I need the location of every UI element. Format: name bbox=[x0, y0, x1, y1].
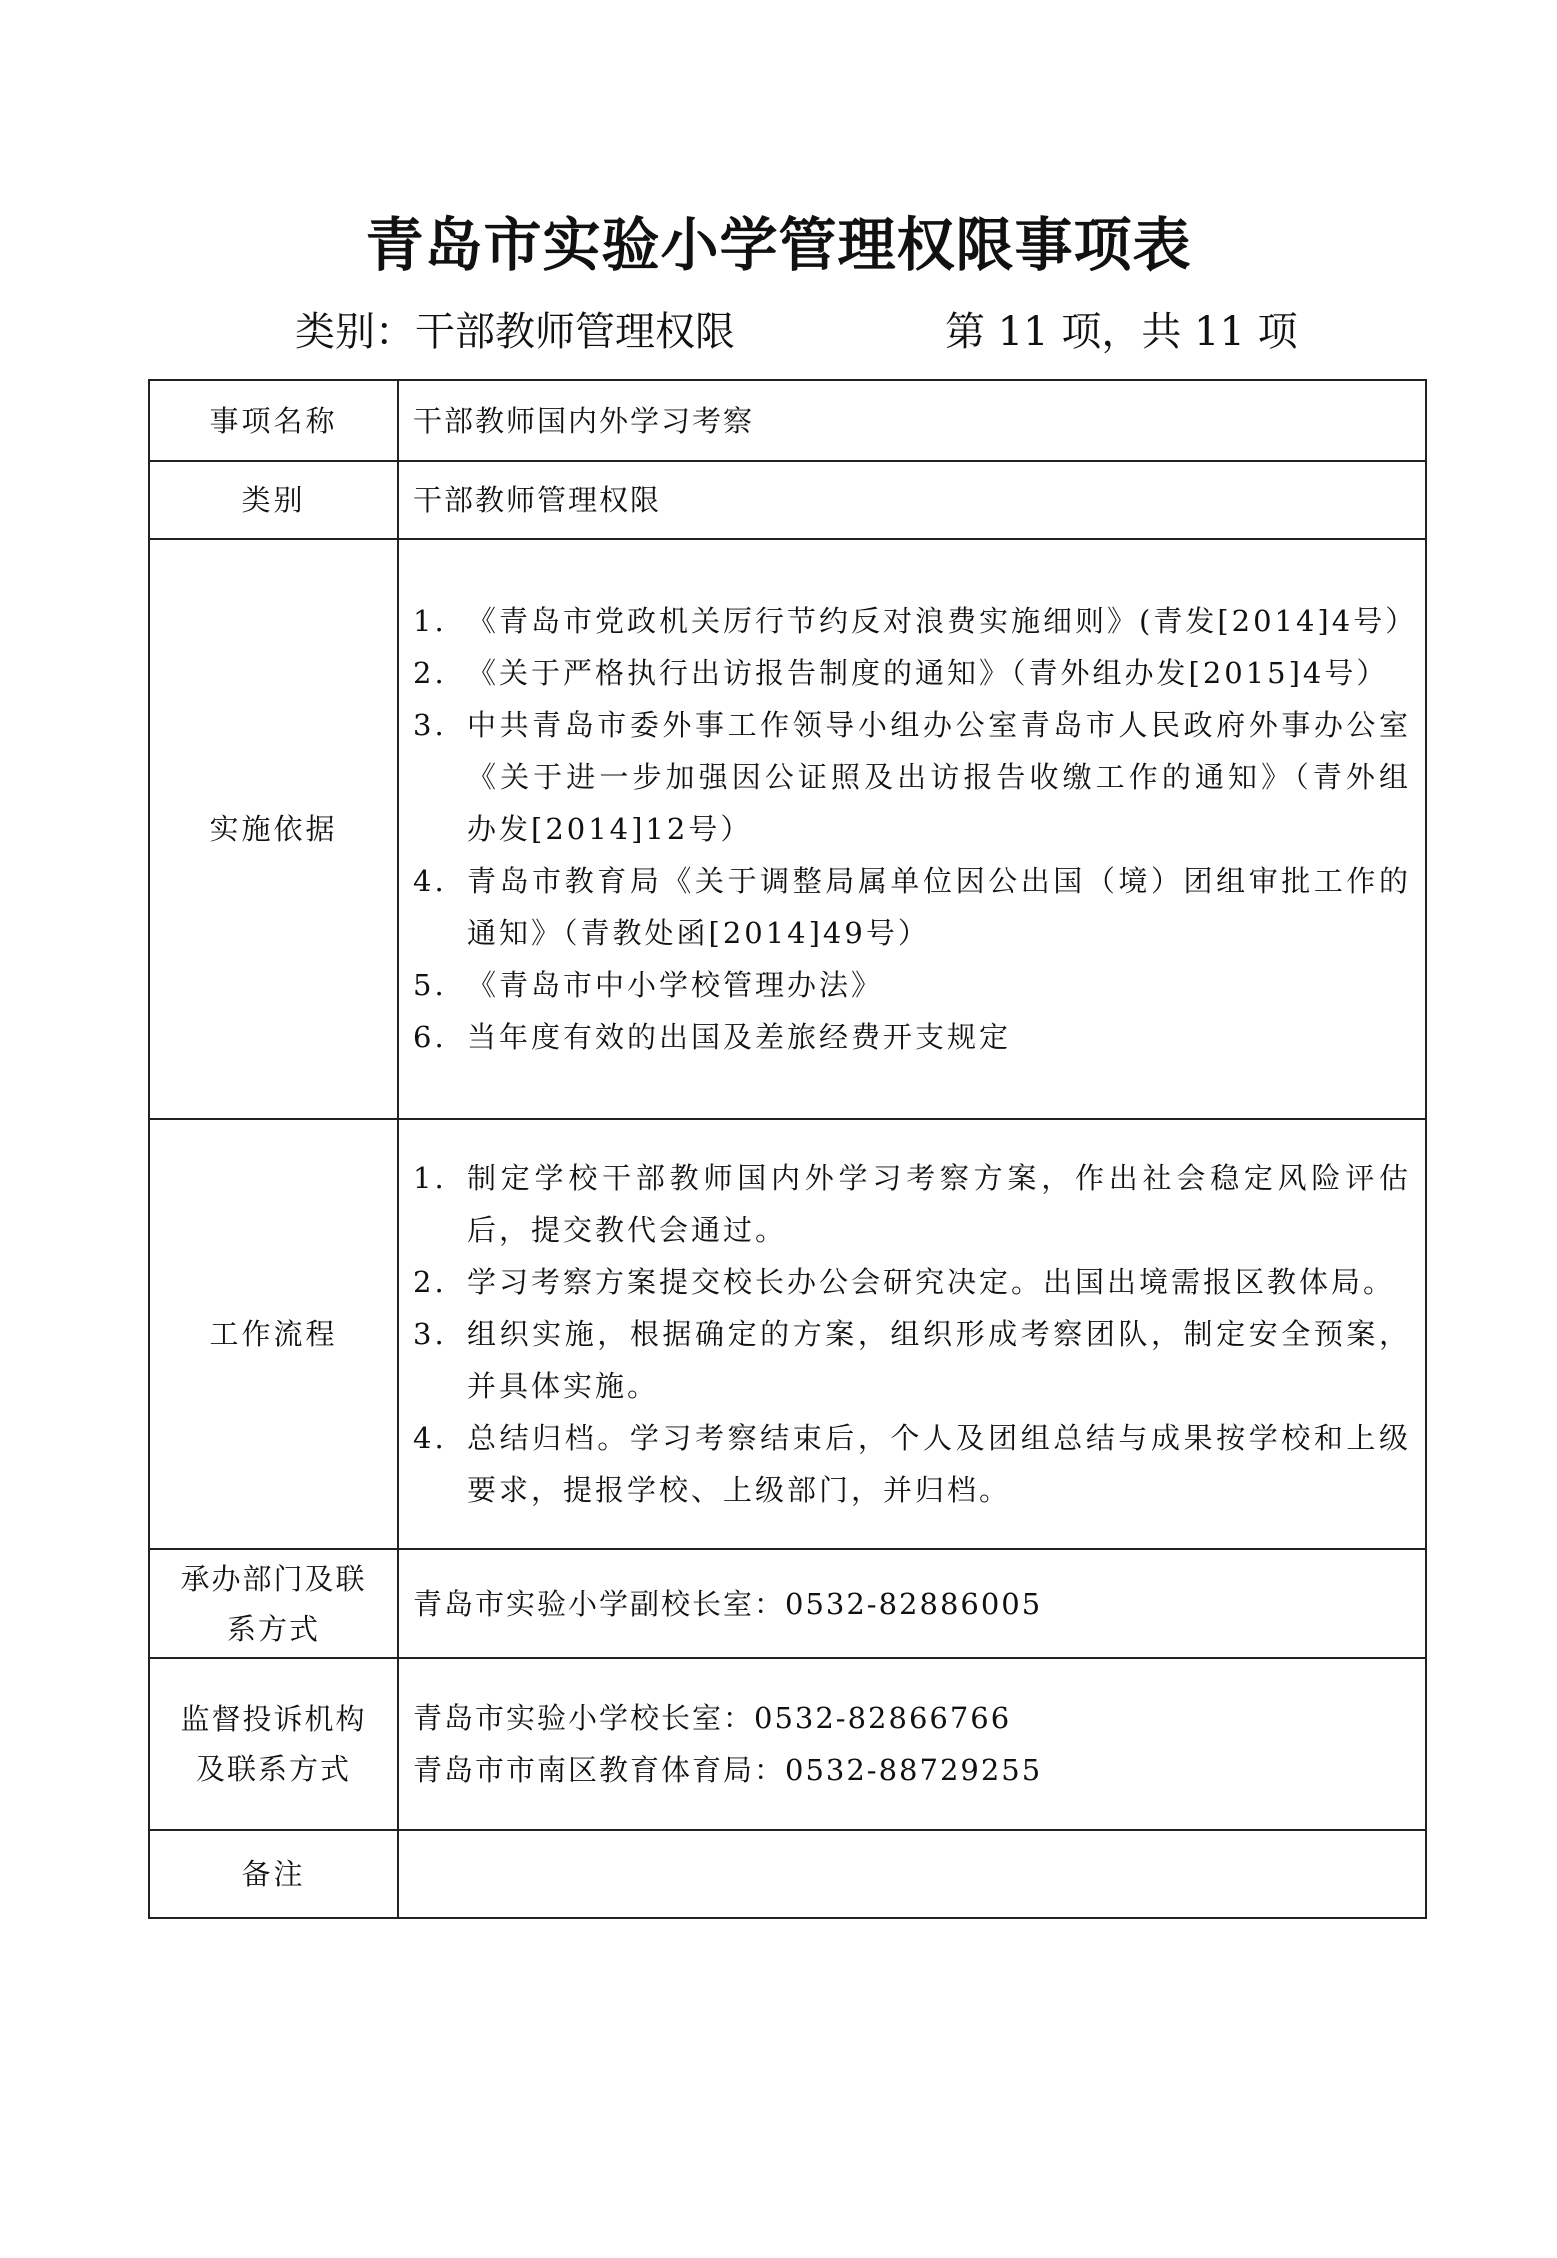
label-line: 系方式 bbox=[226, 1611, 320, 1646]
row-value-remarks bbox=[398, 1830, 1426, 1918]
category-heading: 类别：干部教师管理权限 bbox=[295, 309, 735, 355]
row-value-basis bbox=[398, 539, 1426, 1119]
row-value-supervision bbox=[398, 1658, 1426, 1830]
list-item-number: 6. bbox=[413, 1020, 447, 1054]
list-item-text: 《关于严格执行出访报告制度的通知》（青外组办发[2015]4号） bbox=[467, 656, 1389, 690]
list-item bbox=[413, 1256, 1411, 1308]
row-label-department bbox=[149, 1549, 398, 1658]
list-item-text: 总结归档。学习考察结束后，个人及团组总结与成果按学校和上级要求，提报学校、上级部门，并归档。 bbox=[467, 1421, 1411, 1507]
label-line: 承办部门及联 bbox=[180, 1561, 367, 1596]
table-row-basis bbox=[149, 539, 1426, 1119]
list-item-text: 学习考察方案提交校长办公会研究决定。出国出境需报区教体局。 bbox=[467, 1265, 1396, 1299]
row-label-workflow: 工作流程 bbox=[149, 1119, 398, 1549]
list-item bbox=[413, 1011, 1411, 1063]
row-label-basis: 实施依据 bbox=[149, 539, 398, 1119]
list-item-text: 制定学校干部教师国内外学习考察方案，作出社会稳定风险评估后，提交教代会通过。 bbox=[467, 1161, 1411, 1247]
list-item bbox=[413, 595, 1418, 647]
row-value-workflow bbox=[398, 1119, 1426, 1549]
list-item-text: 《青岛市党政机关厉行节约反对浪费实施细则》(青发[2014]4号） bbox=[467, 604, 1418, 638]
list-item-text: 组织实施，根据确定的方案，组织形成考察团队，制定安全预案，并具体实施。 bbox=[467, 1317, 1411, 1403]
list-item-number: 5. bbox=[413, 968, 447, 1002]
list-item-number: 3. bbox=[413, 1317, 447, 1351]
table-row-department bbox=[149, 1549, 1426, 1658]
list-item bbox=[413, 855, 1411, 959]
list-item-text: 《青岛市中小学校管理办法》 bbox=[467, 968, 884, 1002]
label-line: 监督投诉机构 bbox=[180, 1702, 367, 1736]
row-label-remarks: 备注 bbox=[149, 1830, 398, 1918]
row-value-category: 干部教师管理权限 bbox=[398, 461, 1426, 539]
list-item bbox=[413, 959, 1411, 1011]
list-item-number: 4. bbox=[413, 864, 447, 898]
supervision-line-principal: 青岛市实验小学校长室：0532-82866766 bbox=[413, 1701, 1012, 1735]
list-item bbox=[413, 647, 1411, 699]
item-counter: 第 11 项，共 11 项 bbox=[945, 309, 1298, 355]
list-item-number: 2. bbox=[413, 1265, 447, 1299]
list-item bbox=[413, 1152, 1411, 1256]
subtitle-row bbox=[0, 302, 1557, 362]
list-item-number: 2. bbox=[413, 656, 447, 690]
list-item-number: 1. bbox=[413, 604, 447, 638]
authority-table bbox=[148, 379, 1427, 1919]
row-label-category: 类别 bbox=[149, 461, 398, 539]
row-value-department: 青岛市实验小学副校长室：0532-82886005 bbox=[398, 1549, 1426, 1658]
list-item-number: 4. bbox=[413, 1421, 447, 1455]
list-item bbox=[413, 699, 1411, 855]
list-item-text: 中共青岛市委外事工作领导小组办公室青岛市人民政府外事办公室《关于进一步加强因公证照及出访报告收缴工作的通知》（青外组办发[2014]12号） bbox=[467, 708, 1411, 846]
workflow-list bbox=[413, 1146, 1411, 1522]
table-row-item-name bbox=[149, 380, 1426, 461]
list-item-number: 1. bbox=[413, 1161, 447, 1195]
table-row-workflow bbox=[149, 1119, 1426, 1549]
row-label-supervision bbox=[149, 1658, 398, 1830]
basis-list bbox=[413, 589, 1418, 1069]
table-row-remarks bbox=[149, 1830, 1426, 1918]
row-label-item-name: 事项名称 bbox=[149, 380, 398, 461]
label-line: 及联系方式 bbox=[195, 1752, 351, 1786]
list-item-text: 青岛市教育局《关于调整局属单位因公出国（境）团组审批工作的通知》（青教处函[2014]49号） bbox=[467, 864, 1411, 950]
table-row-supervision bbox=[149, 1658, 1426, 1830]
page-title: 青岛市实验小学管理权限事项表 bbox=[365, 211, 1192, 279]
table-row-category bbox=[149, 461, 1426, 539]
list-item bbox=[413, 1308, 1411, 1412]
row-value-item-name: 干部教师国内外学习考察 bbox=[398, 380, 1426, 461]
list-item bbox=[413, 1412, 1411, 1516]
list-item-number: 3. bbox=[413, 708, 447, 742]
list-item-text: 当年度有效的出国及差旅经费开支规定 bbox=[467, 1020, 1012, 1054]
supervision-line-bureau: 青岛市市南区教育体育局：0532-88729255 bbox=[413, 1753, 1043, 1787]
